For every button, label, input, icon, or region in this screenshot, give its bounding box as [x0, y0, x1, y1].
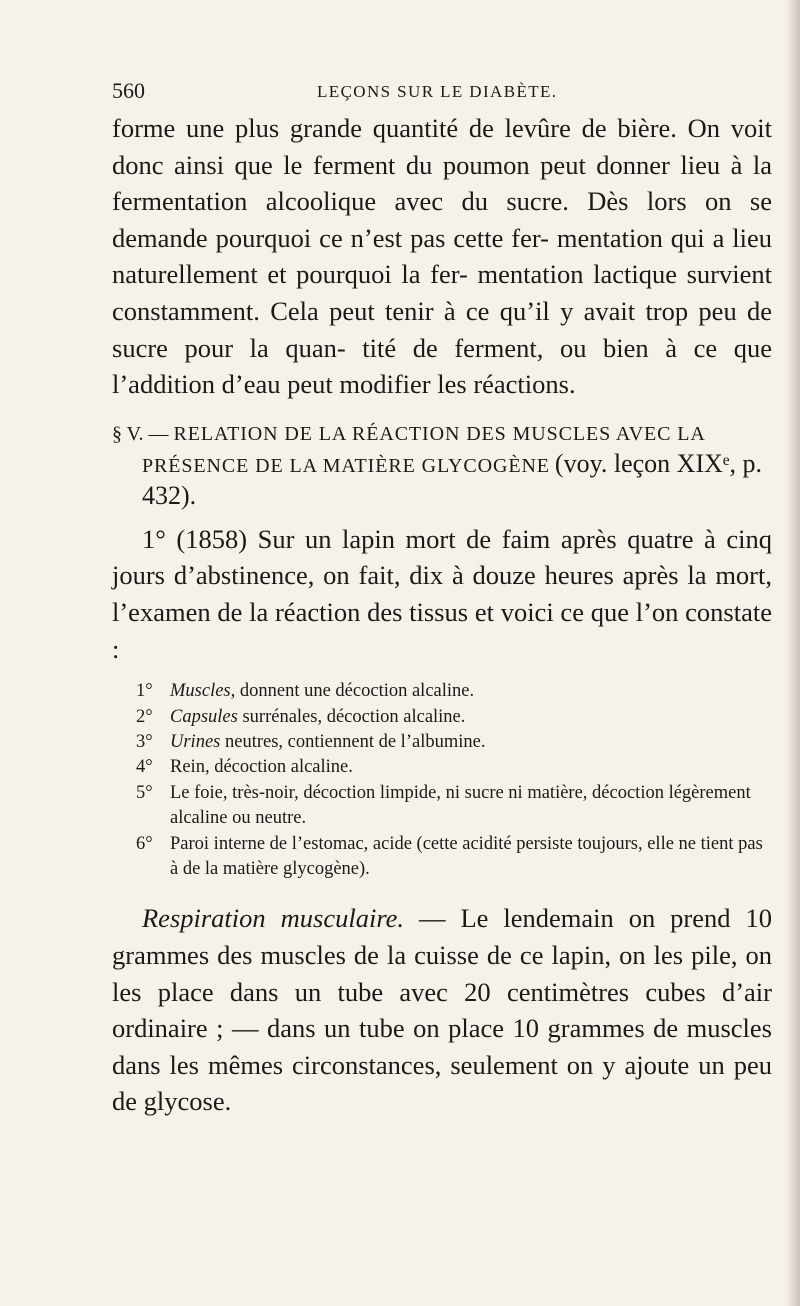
list-item-term: Urines: [170, 731, 221, 752]
list-item-number: 5°: [136, 782, 153, 803]
list-item-number: 2°: [136, 706, 153, 727]
respiration-heading: Respiration musculaire.: [142, 903, 405, 934]
page-number: 560: [112, 78, 145, 103]
list-item: [136, 832, 772, 883]
list-item-text: Le foie, très-noir, décoction limpide, ni sucre ni matière, décoction légèrement alcaline ou neutre.: [170, 782, 751, 829]
list-item: [136, 679, 772, 704]
list-item-number: 3°: [136, 731, 153, 752]
list-item-text: Paroi interne de l’estomac, acide (cette acidité persiste toujours, elle ne tient pas à de la matière glycogène).: [170, 833, 763, 879]
list-item-number: 1°: [136, 681, 153, 702]
list-item-text: neutres, contiennent de l’albumine.: [220, 731, 486, 752]
list-item-number: 6°: [136, 833, 153, 854]
list-item-text: surrénales, décoction alcaline.: [237, 706, 466, 727]
list-item-term: Muscles,: [170, 681, 236, 702]
section-title: RELATION DE LA RÉACTION DES MUSCLES AVEC LA PRÉSENCE DE LA MATIÈRE GLYCOGÈNE: [142, 422, 705, 477]
list-item: [136, 705, 772, 730]
experiment-paragraph: 1° (1858) Sur un lapin mort de faim après quatre à cinq jours d’abstinence, on fait, dix à douze heures après la mort, l’examen de la réaction des tissus et voici ce que l’on constate :: [112, 523, 772, 664]
findings-list: [112, 679, 772, 882]
list-item-number: 4°: [136, 757, 153, 778]
list-item-text: donnent une décoction alcaline.: [235, 681, 475, 702]
page-edge-shadow: [786, 0, 800, 1306]
section-reference: (voy. leçon XIXᵉ, p. 432).: [142, 448, 763, 510]
respiration-text: — Le lendemain on prend 10 grammes des muscles de la cuisse de ce lapin, on les pile, on les place dans un tube avec 20 centimètres cubes d’air ordinaire ; — dans un tube on place 10 grammes de muscles dans les mêmes circonstances, seulement on y ajoute un peu de glycose.: [112, 903, 772, 1117]
section-label: § V. —: [112, 422, 169, 445]
running-title: LEÇONS SUR LE DIABÈTE.: [317, 82, 558, 101]
book-page: [112, 78, 772, 1120]
list-item: [136, 755, 772, 780]
intro-paragraph: forme une plus grande quantité de levûre de bière. On voit donc ainsi que le ferment du poumon peut donner lieu à la fermentation alcoolique avec du sucre. Dès lors on se demande pourquoi ce n’est pas cette fer- mentation qui a lieu naturellement et pourquoi la fer- mentation lactique survient constamment. Cela peut tenir à ce qu’il y avait trop peu de sucre pour la quan- tité de ferment, ou bien à ce que l’addition d’eau peut modifier les réactions.: [112, 113, 772, 400]
list-item: [136, 730, 772, 755]
list-item-term: Capsules: [170, 706, 238, 727]
list-item-text: Rein, décoction alcaline.: [170, 757, 353, 778]
respiration-paragraph: [112, 900, 772, 1120]
list-item: [136, 781, 772, 832]
section-heading: [112, 419, 772, 513]
running-head: [112, 78, 772, 108]
